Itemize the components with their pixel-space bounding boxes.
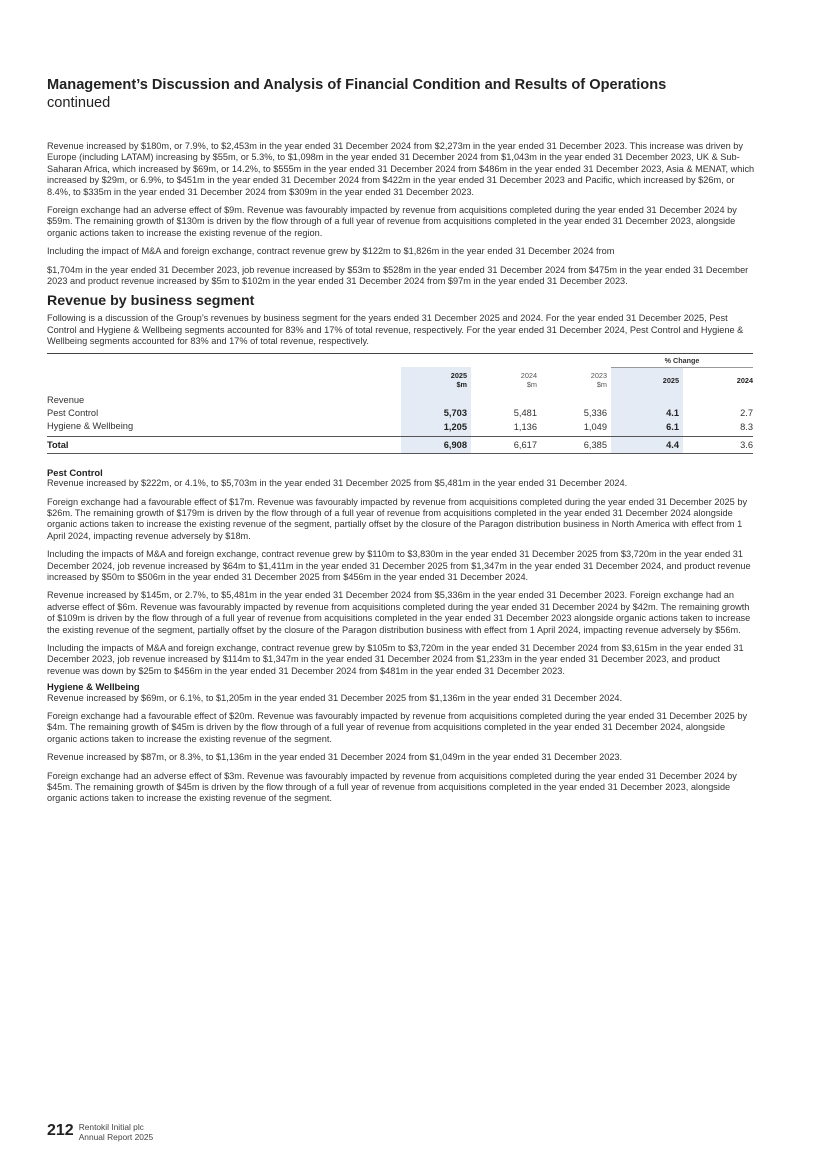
body-paragraph: Foreign exchange had an adverse effect of $3m. Revenue was favourably impacted by revenue from acquisitions completed during the year ended 31 December 2024 by $45m. The remaining growth of $45m is driven by the flow through of a full year of revenue from acquisitions completed in the year ended 31 December 2023, alongside organic actions taken to increase the existing revenue of the segment. — [47, 770, 737, 804]
total-label: Total — [47, 436, 401, 453]
subsection-heading: Pest Control — [47, 466, 103, 478]
table-row — [47, 407, 753, 420]
cell-value: 1,136 — [513, 422, 537, 433]
cell-value: 1,205 — [401, 420, 471, 437]
page-subtitle: continued — [47, 95, 111, 111]
table-header-row — [47, 353, 753, 367]
section-intro: Following is a discussion of the Group’s revenues by business segment for the years ended 31 December 2025 and 2024. For the year ended 31 December 2025, Pest Control and Hygiene & Wellbeing segments accounted for 83% and 17% of total revenue, respectively. For the year ended 31 December 2024, Pest Control and Hygiene & Wellbeing segments accounted for 83% and 17% of total revenue, respectively. — [47, 313, 744, 347]
body-paragraph: Including the impacts of M&A and foreign exchange, contract revenue grew by $105m to $3,720m in the year ended 31 December 2024 from $3,615m in the year ended 31 December 2023, job revenue increased by $114m to $1,347m in the year ended 31 December 2024 from $1,233m in the year ended 31 December 2023, and product revenue was down by $25m to $456m in the year ended 31 December 2024 from $481m in the year ended 31 December 2023. — [47, 642, 744, 676]
column-header-2025: 2025 $m — [401, 367, 471, 394]
body-paragraph: Revenue increased by $69m, or 6.1%, to $1,205m in the year ended 31 December 2025 from $1,136m in the year ended 31 December 2024. — [47, 692, 623, 703]
cell-value: 4.4 — [611, 436, 683, 453]
body-paragraph: Foreign exchange had a favourable effect of $17m. Revenue was favourably impacted by revenue from acquisitions completed during the year ended 31 December 2025 by $26m. The remaining growth of $179m is driven by the flow through of a full year of revenue from acquisitions completed in the year ended 31 December 2024 alongside organic actions taken to increase the existing revenue of the segment, partially offset by the closure of the Paragon distribution business in North America with effect from 1 April 2024, impacting revenue adversely by $18m. — [47, 496, 748, 541]
subsection-heading: Hygiene & Wellbeing — [47, 681, 140, 693]
cell-value: 6.1 — [611, 420, 683, 437]
row-label: Hygiene & Wellbeing — [47, 420, 134, 431]
table-row — [47, 420, 753, 437]
publication-info — [79, 1122, 154, 1142]
page-title: Management’s Discussion and Analysis of Financial Condition and Results of Operations — [47, 77, 667, 93]
cell-value: 8.3 — [740, 422, 753, 433]
body-paragraph: Revenue increased by $222m, or 4.1%, to $5,703m in the year ended 31 December 2025 from $5,481m in the year ended 31 December 2024. — [47, 478, 628, 489]
body-paragraph: Including the impacts of M&A and foreign exchange, contract revenue grew by $110m to $3,830m in the year ended 31 December 2025 from $3,720m in the year ended 31 December 2024, job revenue increased by $64m to $1,411m in the year ended 31 December 2025 from $1,347m in the year ended 31 December 2024, and product revenue increased by $50m to $506m in the year ended 31 December 2025 from $456m in the year ended 31 December 2024. — [47, 549, 751, 582]
body-paragraph: Revenue increased by $87m, or 8.3%, to $1,136m in the year ended 31 December 2024 from $1,049m in the year ended 31 December 2023. — [47, 752, 623, 763]
row-label: Pest Control — [47, 407, 99, 418]
table-row — [47, 394, 753, 407]
intro-paragraph: $1,704m in the year ended 31 December 2023, job revenue increased by $53m to $528m in the year ended 31 December 2024 from $475m in the year ended 31 December 2023 and product revenue increased by $5m to $102m in the year ended 31 December 2024 from $97m in the year ended 31 December 2023. — [47, 264, 749, 287]
cell-value: 3.6 — [683, 436, 753, 453]
row-group-label: Revenue — [47, 394, 85, 405]
pct-column-header-2025: 2025 — [611, 367, 683, 394]
cell-value: 2.7 — [740, 407, 753, 418]
section-heading: Revenue by business segment — [47, 293, 255, 310]
table-total-row — [47, 436, 753, 453]
column-header-2024: 2024 $m — [520, 371, 537, 390]
intro-paragraph: Revenue increased by $180m, or 7.9%, to $2,453m in the year ended 31 December 2024 from $2,273m in the year ended 31 December 2023. This increase was driven by Europe (including LATAM) increasing by $55m, or 5.3%, to $1,098m in the year ended 31 December 2024 from $1,043m in the year ended 31 December 2023, UK & Sub-Saharan Africa, which increased by $69m, or 14.2%, to $555m in the year ended 31 December 2024 from $486m in the year ended 31 December 2023, Asia & MENAT, which increased by $29m, or 6.9%, to $451m in the year ended 31 December 2024 from $422m in the year ended 31 December 2023 and Pacific, which increased by $26m, or 8.4%, to $335m in the year ended 31 December 2024 from $309m in the year ended 31 December 2023. — [47, 141, 755, 197]
intro-paragraph: Foreign exchange had an adverse effect of $9m. Revenue was favourably impacted by revenue from acquisitions completed during the year ended 31 December 2024 by $59m. The remaining growth of $130m is driven by the flow through of a full year of revenue from acquisitions completed in the year ended 31 December 2023, alongside organic actions taken to increase the existing revenue of the region. — [47, 205, 737, 238]
report-name: Annual Report 2025 — [78, 1132, 154, 1142]
body-paragraph: Revenue increased by $145m, or 2.7%, to $5,481m in the year ended 31 December 2024 from $5,336m in the year ended 31 December 2023. Foreign exchange had an adverse effect of $6m. Revenue was favourably impacted by revenue from acquisitions completed during the year ended 31 December 2024 by $42m. The remaining growth of $109m is driven by the flow through of a full year of revenue from acquisitions completed in the year ended 31 December 2023 alongside organic actions taken to increase the existing revenue of the segment, partially offset by the closure of the Paragon distribution business with effect from 1 April 2024, impacting revenue adversely by $56m. — [47, 590, 751, 635]
cell-value: 1,049 — [583, 422, 607, 433]
pct-column-header-2024: 2024 — [736, 376, 753, 386]
cell-value: 5,481 — [513, 407, 537, 418]
table-column-header-row — [47, 367, 753, 394]
cell-value: 5,703 — [401, 407, 471, 420]
company-name: Rentokil Initial plc — [78, 1122, 144, 1132]
cell-value: 6,617 — [471, 436, 541, 453]
body-paragraph: Foreign exchange had a favourable effect of $20m. Revenue was favourably impacted by revenue from acquisitions completed during the year ended 31 December 2025 by $4m. The remaining growth of $45m is driven by the flow through of a full year of revenue from acquisitions completed in the year ended 31 December 2024, alongside organic actions taken to increase the existing revenue of the segment. — [47, 711, 748, 744]
page-number: 212 — [47, 1122, 74, 1139]
segment-revenue-table — [47, 353, 753, 454]
intro-paragraph: Including the impact of M&A and foreign exchange, contract revenue grew by $122m to $1,826m in the year ended 31 December 2024 from — [47, 246, 615, 257]
cell-value: 6,908 — [401, 436, 471, 453]
pct-change-header: % Change — [611, 353, 753, 367]
page-footer — [47, 1122, 153, 1142]
cell-value: 6,385 — [541, 436, 611, 453]
cell-value: 5,336 — [583, 407, 607, 418]
cell-value: 4.1 — [611, 407, 683, 420]
column-header-2023: 2023 $m — [590, 371, 607, 390]
page-content — [47, 76, 755, 812]
